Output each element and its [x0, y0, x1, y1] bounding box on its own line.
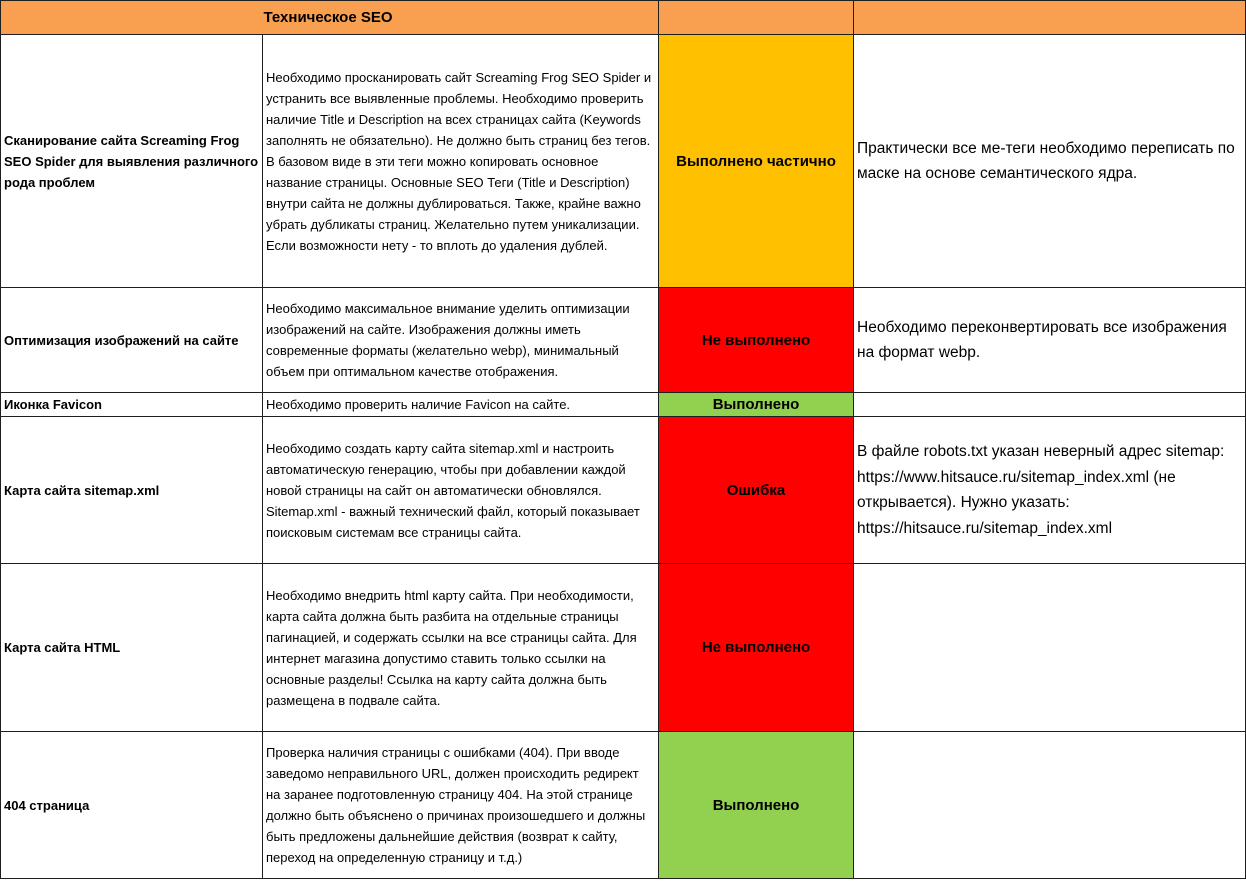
- status-cell[interactable]: Ошибка: [659, 417, 854, 564]
- header-row: [1, 1, 1246, 35]
- task-cell[interactable]: Оптимизация изображений на сайте: [1, 288, 263, 393]
- comment-cell[interactable]: [854, 564, 1246, 732]
- comment-cell[interactable]: Практически все ме-теги необходимо переписать по маске на основе семантического ядра.: [854, 35, 1246, 288]
- table-row: [1, 288, 1246, 393]
- table-row: [1, 393, 1246, 417]
- section-title[interactable]: Техническое SEO: [1, 1, 659, 35]
- description-cell[interactable]: Проверка наличия страницы с ошибками (404). При вводе заведомо неправильного URL, должен происходить редирект на заранее подготовленную страницу 404. На этой странице должно быть объяснено о причинах произошедшего и должны быть предложены дальнейшие действия (возврат к сайту, переход на определенную страницу и т.д.): [263, 732, 659, 879]
- comment-cell[interactable]: [854, 393, 1246, 417]
- task-cell[interactable]: Карта сайта sitemap.xml: [1, 417, 263, 564]
- comment-cell[interactable]: Необходимо переконвертировать все изображения на формат webp.: [854, 288, 1246, 393]
- comment-cell[interactable]: В файле robots.txt указан неверный адрес sitemap: https://www.hitsauce.ru/sitemap_index.xml (не открывается). Нужно указать: https://hitsauce.ru/sitemap_index.xml: [854, 417, 1246, 564]
- description-cell[interactable]: Необходимо внедрить html карту сайта. При необходимости, карта сайта должна быть разбита на отдельные страницы пагинацией, и содержать ссылки на все страницы сайта. Для интернет магазина допустимо ставить только ссылки на основные разделы! Ссылка на карту сайта должна быть размещена в подвале сайта.: [263, 564, 659, 732]
- task-cell[interactable]: 404 страница: [1, 732, 263, 879]
- table-row: [1, 564, 1246, 732]
- task-cell[interactable]: Сканирование сайта Screaming Frog SEO Spider для выявления различного рода проблем: [1, 35, 263, 288]
- task-cell[interactable]: Карта сайта HTML: [1, 564, 263, 732]
- status-cell[interactable]: Выполнено частично: [659, 35, 854, 288]
- table-row: [1, 732, 1246, 879]
- comment-cell[interactable]: [854, 732, 1246, 879]
- status-cell[interactable]: Не выполнено: [659, 288, 854, 393]
- description-cell[interactable]: Необходимо максимальное внимание уделить оптимизации изображений на сайте. Изображения должны иметь современные форматы (желательно webp), минимальный объем при оптимальном качестве отображения.: [263, 288, 659, 393]
- table-row: [1, 417, 1246, 564]
- description-cell[interactable]: Необходимо проверить наличие Favicon на сайте.: [263, 393, 659, 417]
- header-cell-status[interactable]: [659, 1, 854, 35]
- description-cell[interactable]: Необходимо просканировать сайт Screaming Frog SEO Spider и устранить все выявленные проблемы. Необходимо проверить наличие Title и Description на всех страницах сайта (Keywords заполнять не обязательно). Не должно быть страниц без тегов. В базовом виде в эти теги можно копировать основное название страницы. Основные SEO Теги (Title и Description) внутри сайта не должны дублироваться. Также, крайне важно убрать дубликаты страниц. Желательно путем уникализации. Если возможности нету - то вплоть до удаления дублей.: [263, 35, 659, 288]
- description-cell[interactable]: Необходимо создать карту сайта sitemap.xml и настроить автоматическую генерацию, чтобы при добавлении каждой новой страницы на сайт он автоматически обновлялся. Sitemap.xml - важный технический файл, который показывает поисковым системам все страницы сайта.: [263, 417, 659, 564]
- status-cell[interactable]: Выполнено: [659, 732, 854, 879]
- table-row: [1, 35, 1246, 288]
- task-cell[interactable]: Иконка Favicon: [1, 393, 263, 417]
- status-cell[interactable]: Не выполнено: [659, 564, 854, 732]
- header-cell-comment[interactable]: [854, 1, 1246, 35]
- status-cell[interactable]: Выполнено: [659, 393, 854, 417]
